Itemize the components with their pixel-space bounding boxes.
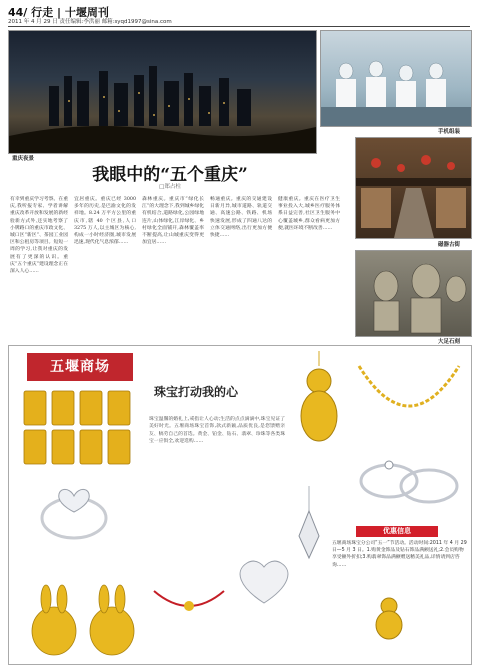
heart-pendant-image — [229, 551, 299, 611]
factory-photo — [320, 30, 472, 127]
ad-body-text: 珠宝温馨的婚礼上,戒指让人心动;生活的点点滴滴中,珠宝见证了美好时光。五堰商场珠宝首饰,款式新颖,品质优良,是您馈赠亲友、犒劳自己的首选。黄金、铂金、钻石、翡翠、珍珠等各类珠宝一应俱全,欢迎选购…… — [149, 417, 285, 445]
street-caption: 磁器古街 — [438, 242, 461, 248]
article-col-5: 健康重庆。重庆在医疗卫生事业投入大,城乡医疗服务体系日益完善,社区卫生服务中心覆盖城乡,群众看病更加方便,就医环境不断改善…… — [278, 197, 340, 231]
article-title: 我眼中的“五个重庆” — [92, 165, 248, 185]
night-skyline-photo — [8, 30, 317, 154]
mall-logo: 五堰商场 — [27, 353, 133, 381]
gold-pendant-image — [294, 351, 344, 446]
silver-rings-image — [354, 446, 464, 516]
promo-heading: 优惠信息 — [356, 526, 438, 537]
article-col-2: 宜居重庆。重庆已经 3000 多年的历史,是巴渝文化的发祥地。8.24 万平方公里的重庆市,辖 40 个区县,人口 3275 万人,以主城区为核心,构成一小时经济圈,城市发展迅速,现代化气息浓郁…… — [74, 197, 136, 246]
skyline-illustration — [9, 31, 316, 153]
article-col-4: 畅通重庆。重庆的交通建设日新月异,城市道路、轨道交通、高速公路、铁路、机场快速发展,形成了四通八达的立体交通网络,出行更加方便快捷…… — [210, 197, 272, 239]
page-header — [8, 4, 470, 28]
factory-workers-illustration — [321, 31, 471, 126]
gold-bars-image — [19, 386, 139, 468]
red-bracelet-image — [149, 581, 229, 621]
carving-photo — [355, 250, 472, 337]
date-line: 2011 年 4 月 29 日 责任编辑:李洪丽 邮箱:syqd1997@sina.com — [8, 19, 172, 25]
factory-caption: 手机组装 — [438, 129, 461, 135]
jewelry-advertisement — [8, 345, 472, 665]
stone-carving-illustration — [356, 251, 471, 336]
street-illustration — [356, 138, 471, 238]
carving-caption: 大足石刻 — [438, 339, 461, 345]
gold-chain-image — [349, 356, 464, 436]
promo-details: 五堰商场珠宝分公司“五一”节活动。活动时间:2011 年 4 月 29 日—5 月 3 日。1.购黄金饰品及钻石饰品满额送礼;2.会员购物享受额外折扣;3.购翡翠饰品满额赠送精美礼品,详情请到店咨询…… — [332, 541, 467, 568]
article-col-3: 森林重庆。重庆市“绿化长江”的大理念下,我到城乡绿化有机结合,道路绿化,公园绿地连片,山体绿化,江岸绿化、乡村绿化全面铺开,森林覆盖率不断提高,让山城重庆变得更加宜居…… — [142, 197, 204, 246]
gold-gourd-image — [369, 591, 409, 641]
page-label: 44/ 行走 | 十堰周刊 — [8, 6, 109, 19]
street-photo — [355, 137, 472, 239]
night-caption: 重庆夜景 — [12, 156, 35, 162]
article-author: □郑占柱 — [159, 184, 181, 190]
article-col-1: 有幸到重庆学习考察。在重庆,我听报专家、学者讲解重庆改革开放和发展的新经验新方式外,还实地考察了小牌路口的重庆市政文化、城口区“新区”、茶园工业园区和公租房等项目。短短一周的学习,让我对重庆的发展有了更深的认识。重庆“五个重庆”建设理念正在深入人心…… — [10, 197, 68, 275]
header-rule — [8, 26, 470, 27]
heart-ring-image — [29, 476, 119, 546]
ad-headline: 珠宝打动我的心 — [154, 385, 239, 399]
gold-rabbits-image — [24, 581, 144, 661]
